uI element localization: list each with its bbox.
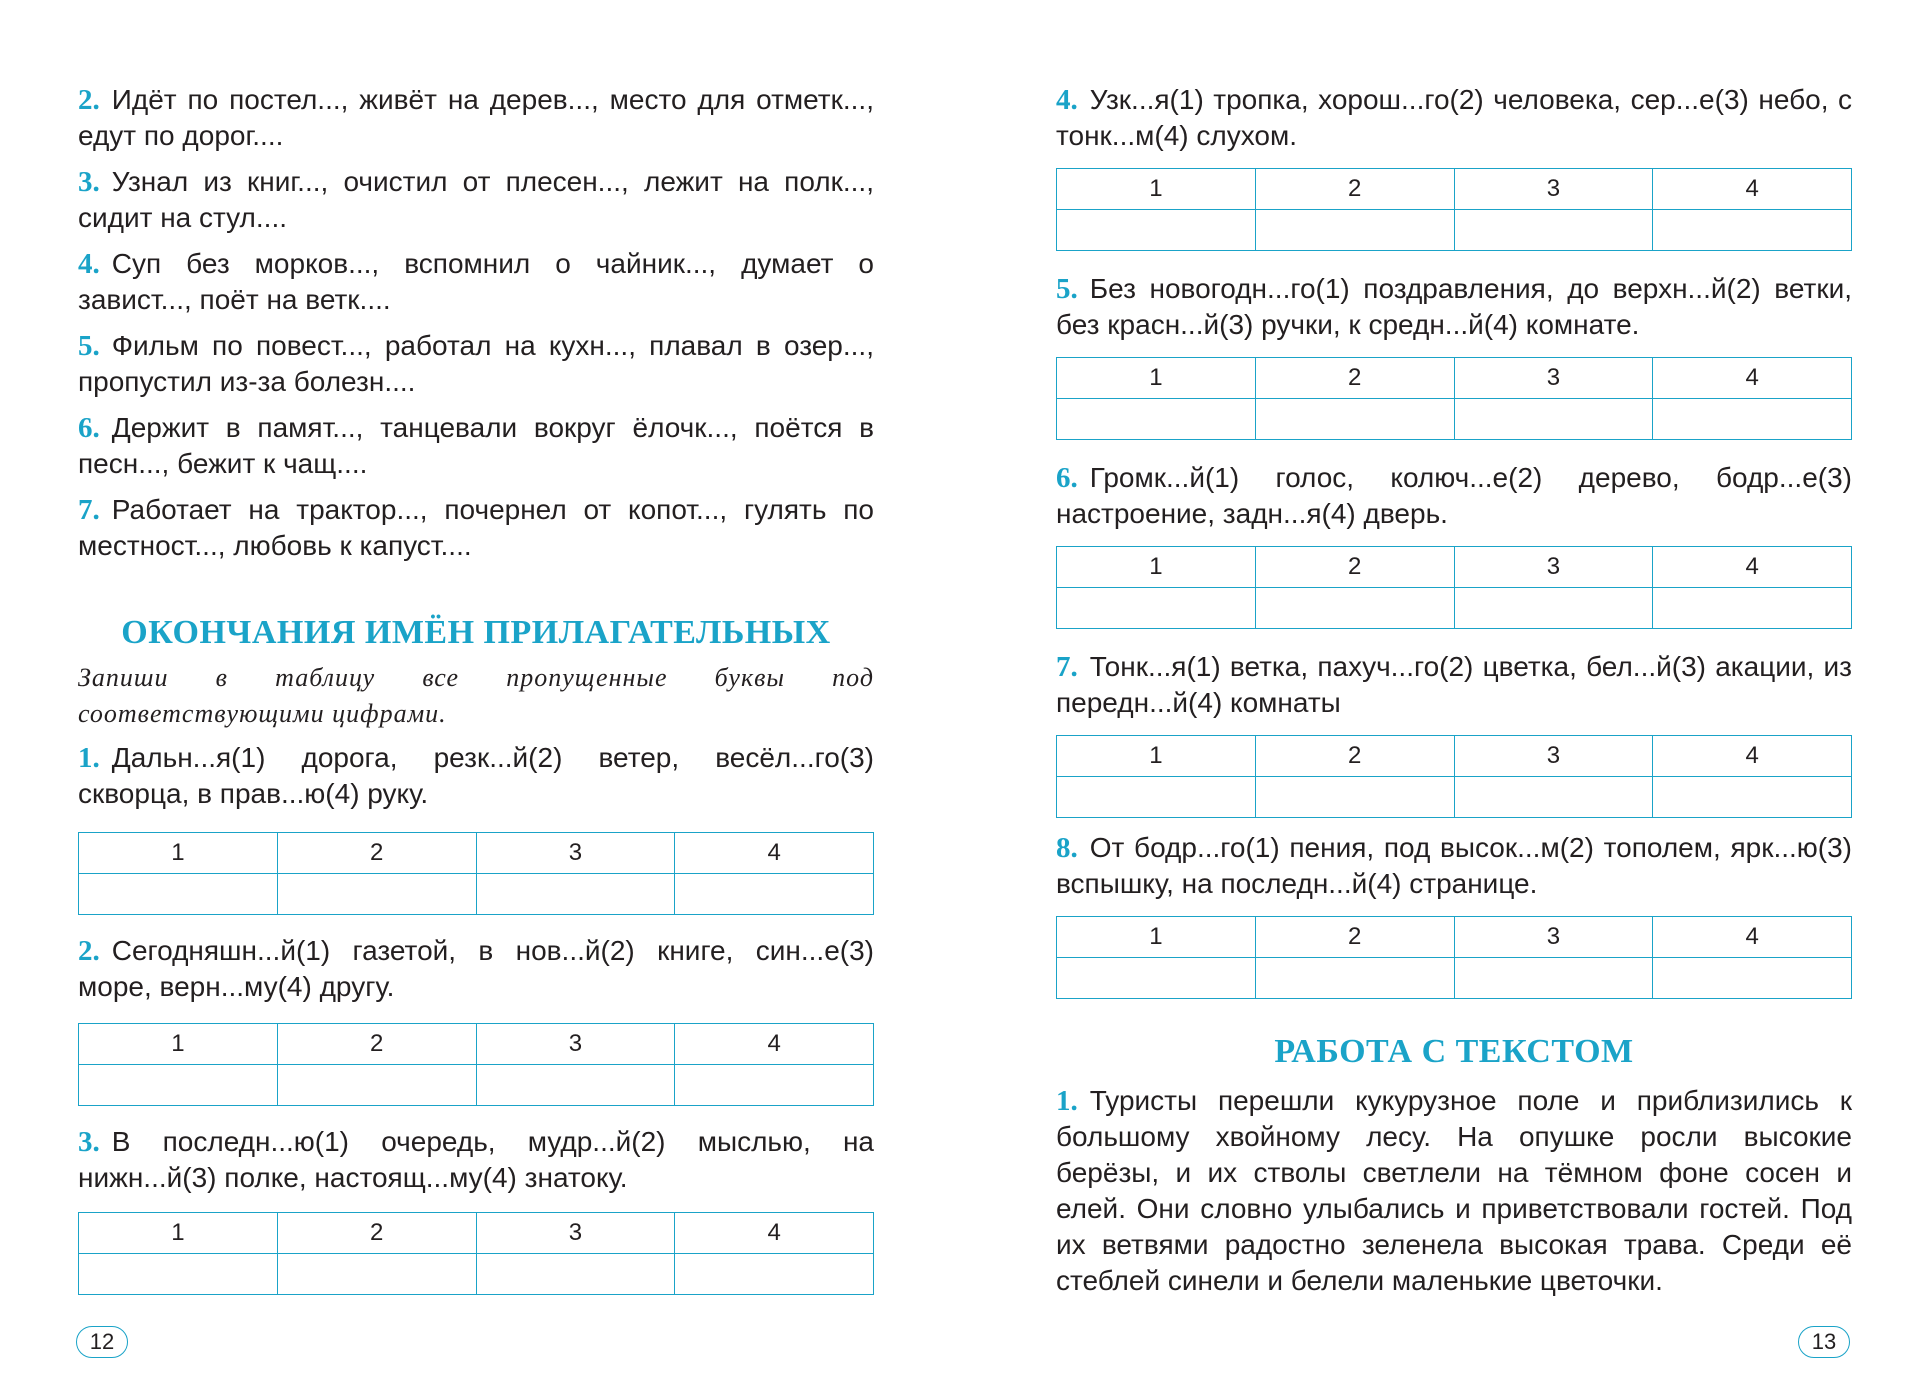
answer-cell[interactable] <box>1454 399 1653 440</box>
item-text: Узк...я(1) тропка, хорош...го(2) человека, сер...е(3) небо, с тонк...м(4) слухом. <box>1056 84 1852 151</box>
answer-table <box>78 832 874 915</box>
exercise-item <box>78 492 874 564</box>
answer-cell[interactable] <box>1454 210 1653 251</box>
table-header-cell: 3 <box>1454 358 1653 399</box>
exercise-item <box>78 933 874 1005</box>
exercise-item <box>1056 271 1852 343</box>
item-number: 2. <box>78 935 100 967</box>
page-number-left: 12 <box>76 1326 128 1358</box>
item-text: Сегодняшн...й(1) газетой, в нов...й(2) книге, син...е(3) море, верн...му(4) другу. <box>78 935 874 1002</box>
item-number: 5. <box>1056 273 1078 305</box>
exercise-item <box>78 410 874 482</box>
answer-cell[interactable] <box>1057 777 1256 818</box>
table-header-cell: 4 <box>1653 169 1852 210</box>
answer-cell[interactable] <box>1255 777 1454 818</box>
answer-cell[interactable] <box>1653 210 1852 251</box>
answer-cell[interactable] <box>1454 958 1653 999</box>
table-header-cell: 2 <box>277 833 476 874</box>
answer-table <box>1056 916 1852 999</box>
answer-cell[interactable] <box>476 1254 675 1295</box>
table-header-cell: 4 <box>675 833 874 874</box>
table-header-cell: 4 <box>1653 736 1852 777</box>
table-header-cell: 4 <box>1653 358 1852 399</box>
table-header-cell: 2 <box>1255 917 1454 958</box>
table-header-cell: 3 <box>476 1024 675 1065</box>
table-header-cell: 1 <box>1057 358 1256 399</box>
item-text: Фильм по повест..., работал на кухн..., плавал в озер..., пропустил из-за болезн.... <box>78 330 874 397</box>
answer-cell[interactable] <box>79 1254 278 1295</box>
exercise-item <box>78 1124 874 1196</box>
table-header-cell: 1 <box>79 833 278 874</box>
table-header-cell: 2 <box>1255 169 1454 210</box>
answer-cell[interactable] <box>1653 777 1852 818</box>
exercise-item <box>1056 830 1852 902</box>
answer-table <box>1056 546 1852 629</box>
item-number: 5. <box>78 330 100 362</box>
item-text: В последн...ю(1) очередь, мудр...й(2) мыслью, на нижн...й(3) полке, настоящ...му(4) знатоку. <box>78 1126 874 1193</box>
answer-cell[interactable] <box>1255 958 1454 999</box>
table-header-cell: 1 <box>1057 547 1256 588</box>
exercise-item <box>1056 82 1852 154</box>
table-header-cell: 3 <box>1454 547 1653 588</box>
answer-cell[interactable] <box>277 874 476 915</box>
exercise-item <box>1056 649 1852 721</box>
table-header-cell: 2 <box>1255 736 1454 777</box>
answer-cell[interactable] <box>1255 399 1454 440</box>
answer-cell[interactable] <box>675 1254 874 1295</box>
item-number: 7. <box>78 494 100 526</box>
section-heading-text-work: РАБОТА С ТЕКСТОМ <box>1274 1033 1634 1070</box>
item-text: Держит в памят..., танцевали вокруг ёлочк..., поётся в песн..., бежит к чащ.... <box>78 412 874 479</box>
left-page <box>78 82 874 1295</box>
item-number: 3. <box>78 166 100 198</box>
table-header-cell: 1 <box>1057 736 1256 777</box>
answer-cell[interactable] <box>675 1065 874 1106</box>
page-number-right: 13 <box>1798 1326 1850 1358</box>
answer-cell[interactable] <box>1454 588 1653 629</box>
item-text: Тонк...я(1) ветка, пахуч...го(2) цветка, бел...й(3) акации, из передн...й(4) комнаты <box>1056 651 1852 718</box>
item-number: 4. <box>1056 84 1078 116</box>
table-header-cell: 1 <box>79 1213 278 1254</box>
text-task <box>1056 1083 1852 1299</box>
answer-cell[interactable] <box>1057 588 1256 629</box>
table-header-cell: 3 <box>476 1213 675 1254</box>
table-header-cell: 4 <box>675 1024 874 1065</box>
exercise-item <box>78 82 874 154</box>
table-header-cell: 1 <box>1057 169 1256 210</box>
answer-table <box>78 1212 874 1295</box>
answer-cell[interactable] <box>79 1065 278 1106</box>
item-text: Суп без морков..., вспомнил о чайник..., думает о завист..., поёт на ветк.... <box>78 248 874 315</box>
item-number: 3. <box>78 1126 100 1158</box>
item-text: Громк...й(1) голос, колюч...е(2) дерево, бодр...е(3) настроение, задн...я(4) дверь. <box>1056 462 1852 529</box>
answer-cell[interactable] <box>1653 588 1852 629</box>
right-page <box>1056 82 1852 1299</box>
exercise-item <box>78 164 874 236</box>
table-header-cell: 4 <box>675 1213 874 1254</box>
item-number: 1. <box>1056 1085 1078 1117</box>
exercise-item <box>1056 460 1852 532</box>
section-heading-adjectives: ОКОНЧАНИЯ ИМЁН ПРИЛАГАТЕЛЬНЫХ <box>121 614 831 651</box>
answer-cell[interactable] <box>277 1254 476 1295</box>
answer-table <box>1056 357 1852 440</box>
instruction-text: Запиши в таблицу все пропущенные буквы под соответствующими цифрами. <box>78 663 874 728</box>
item-number: 2. <box>78 84 100 116</box>
answer-cell[interactable] <box>476 874 675 915</box>
item-number: 4. <box>78 248 100 280</box>
exercise-item <box>78 740 874 812</box>
item-number: 8. <box>1056 832 1078 864</box>
exercise-item <box>78 328 874 400</box>
answer-table <box>1056 735 1852 818</box>
item-number: 6. <box>1056 462 1078 494</box>
table-header-cell: 2 <box>1255 358 1454 399</box>
answer-cell[interactable] <box>1653 399 1852 440</box>
table-header-cell: 4 <box>1653 917 1852 958</box>
item-text: Без новогодн...го(1) поздравления, до верхн...й(2) ветки, без красн...й(3) ручки, к средн...й(4) комнате. <box>1056 273 1852 340</box>
table-header-cell: 2 <box>277 1024 476 1065</box>
table-header-cell: 2 <box>277 1213 476 1254</box>
answer-cell[interactable] <box>1255 588 1454 629</box>
table-header-cell: 3 <box>1454 736 1653 777</box>
answer-cell[interactable] <box>277 1065 476 1106</box>
answer-cell[interactable] <box>1653 958 1852 999</box>
item-text: Идёт по постел..., живёт на дерев..., место для отметк..., едут по дорог.... <box>78 84 874 151</box>
item-text: Работает на трактор..., почернел от копот..., гулять по местност..., любовь к капуст.... <box>78 494 874 561</box>
table-header-cell: 2 <box>1255 547 1454 588</box>
table-header-cell: 4 <box>1653 547 1852 588</box>
table-header-cell: 3 <box>476 833 675 874</box>
answer-cell[interactable] <box>476 1065 675 1106</box>
answer-cell[interactable] <box>675 874 874 915</box>
table-header-cell: 3 <box>1454 169 1653 210</box>
table-header-cell: 3 <box>1454 917 1653 958</box>
answer-table <box>78 1023 874 1106</box>
answer-cell[interactable] <box>1057 210 1256 251</box>
item-text: От бодр...го(1) пения, под высок...м(2) тополем, ярк...ю(3) вспышку, на последн...й(4) странице. <box>1056 832 1852 899</box>
text-task-body: Туристы перешли кукурузное поле и приблизились к большому хвойному лесу. На опушке росли высокие берёзы, и их стволы светлели на тёмном фоне сосен и елей. Они словно улыбались и приветствовали гостей. Под их ветвями радостно зеленела высокая трава. Среди её стеблей синели и белели маленькие цветочки. <box>1056 1085 1852 1296</box>
answer-cell[interactable] <box>1057 399 1256 440</box>
answer-cell[interactable] <box>1255 210 1454 251</box>
table-header-cell: 1 <box>79 1024 278 1065</box>
item-text: Дальн...я(1) дорога, резк...й(2) ветер, весёл...го(3) скворца, в прав...ю(4) руку. <box>78 742 874 809</box>
item-number: 7. <box>1056 651 1078 683</box>
table-header-cell: 1 <box>1057 917 1256 958</box>
answer-cell[interactable] <box>1454 777 1653 818</box>
exercise-item <box>78 246 874 318</box>
item-text: Узнал из книг..., очистил от плесен..., лежит на полк..., сидит на стул.... <box>78 166 874 233</box>
answer-table <box>1056 168 1852 251</box>
item-number: 1. <box>78 742 100 774</box>
item-number: 6. <box>78 412 100 444</box>
answer-cell[interactable] <box>79 874 278 915</box>
answer-cell[interactable] <box>1057 958 1256 999</box>
